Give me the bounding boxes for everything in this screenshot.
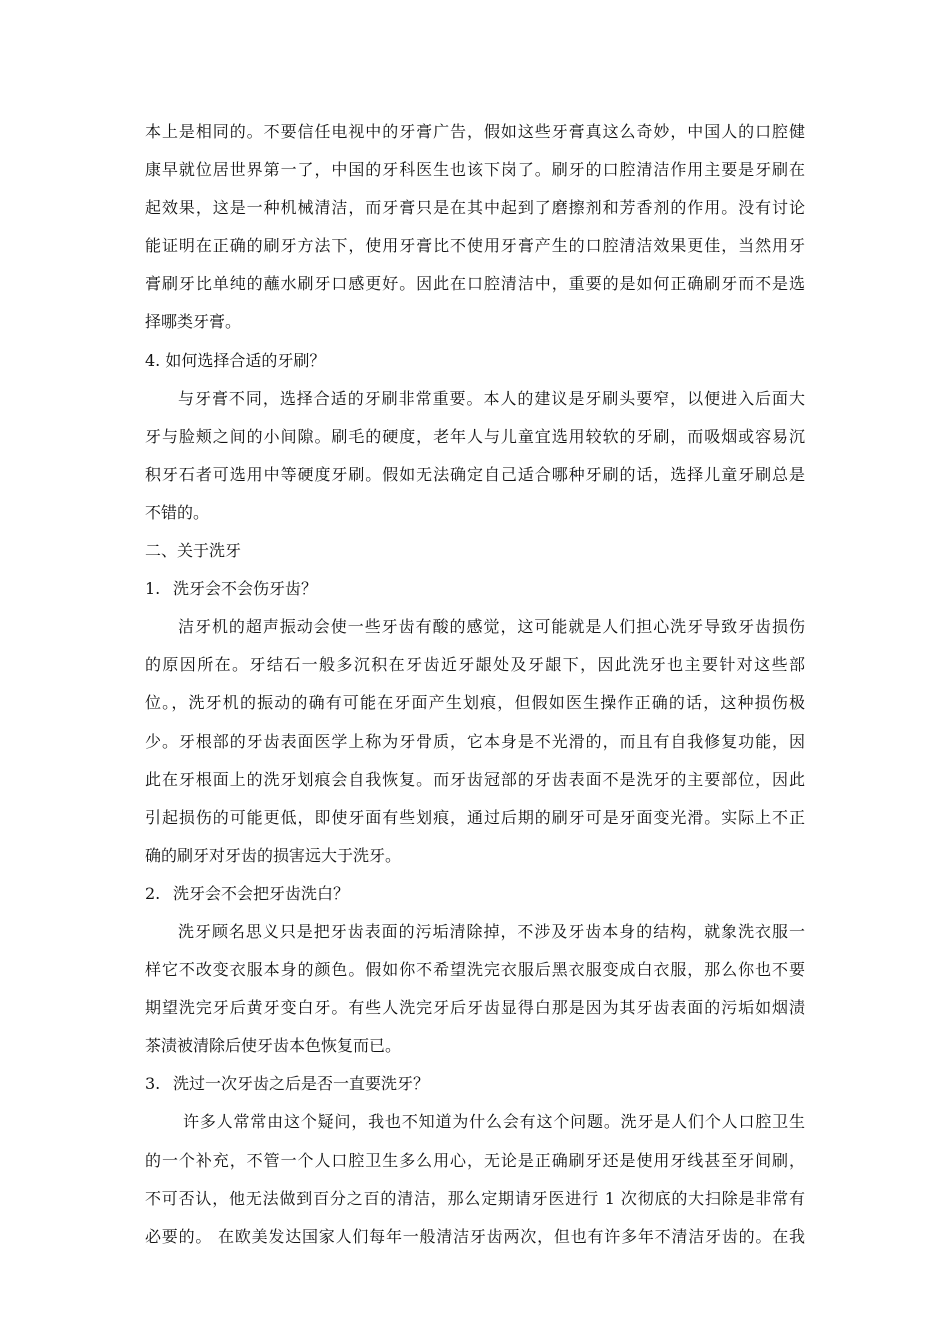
question-text: 洗过一次牙齿之后是否一直要洗牙？: [173, 1074, 430, 1094]
section-heading: 二、关于洗牙: [145, 541, 242, 561]
paragraph-line: 的一个补充，不管一个人口腔卫生多么用心，无论是正确刷牙还是使用牙线甚至牙间刷，: [145, 1150, 805, 1170]
paragraph-line: 膏刷牙比单纯的蘸水刷牙口感更好。因此在口腔清洁中，重要的是如何正确刷牙而不是选: [145, 274, 805, 294]
paragraph-line: 洗牙顾名思义只是把牙齿表面的污垢清除掉，不涉及牙齿本身的结构，就象洗衣服一: [178, 921, 805, 941]
paragraph-line: 期望洗完牙后黄牙变白牙。有些人洗完牙后牙齿显得白那是因为其牙齿表面的污垢如烟渍: [145, 998, 805, 1018]
paragraph-line: 位。，洗牙机的振动的确有可能在牙面产生划痕，但假如医生操作正确的话，这种损伤极: [145, 693, 805, 713]
question-heading: [145, 1065, 805, 1103]
paragraph-line: 择哪类牙膏。: [145, 312, 242, 332]
question-heading: [145, 875, 805, 913]
paragraph-line: 起效果，这是一种机械清洁，而牙膏只是在其中起到了磨擦剂和芳香剂的作用。没有讨论: [145, 198, 805, 218]
paragraph-line: 不可否认，他无法做到百分之百的清洁，那么定期请牙医进行 1 次彻底的大扫除是非常有: [145, 1188, 805, 1208]
paragraph-line: 样它不改变衣服本身的颜色。假如你不希望洗完衣服后黑衣服变成白衣服，那么你也不要: [145, 960, 805, 980]
document-body: [145, 113, 805, 1256]
section-heading: 4. 如何选择合适的牙刷？: [145, 350, 326, 370]
question-heading: [145, 570, 805, 608]
paragraph-line: 积牙石者可选用中等硬度牙刷。假如无法确定自己适合哪种牙刷的话，选择儿童牙刷总是: [145, 464, 805, 484]
paragraph-line: 不错的。: [145, 502, 210, 522]
paragraph-line: 本上是相同的。不要信任电视中的牙膏广告，假如这些牙膏真这么奇妙，中国人的口腔健: [145, 122, 805, 141]
question-number: 2.: [145, 883, 161, 903]
question-number: 3.: [145, 1074, 161, 1094]
question-text: 洗牙会不会伤牙齿？: [173, 579, 318, 599]
paragraph-line: 许多人常常由这个疑问，我也不知道为什么会有这个问题。洗牙是人们个人口腔卫生: [183, 1112, 805, 1132]
paragraph-line: 确的刷牙对牙齿的损害远大于洗牙。: [145, 845, 402, 865]
question-number: 1.: [145, 579, 161, 599]
paragraph-line: 与牙膏不同，选择合适的牙刷非常重要。本人的建议是牙刷头要窄，以便进入后面大: [178, 388, 805, 408]
paragraph-line: 此在牙根面上的洗牙划痕会自我恢复。而牙齿冠部的牙齿表面不是洗牙的主要部位，因此: [145, 769, 805, 789]
paragraph-line: 少。牙根部的牙齿表面医学上称为牙骨质，它本身是不光滑的，而且有自我修复功能，因: [145, 731, 805, 751]
paragraph-line: 能证明在正确的刷牙方法下，使用牙膏比不使用牙膏产生的口腔清洁效果更佳，当然用牙: [145, 236, 805, 256]
paragraph-line: 的原因所在。牙结石一般多沉积在牙齿近牙龈处及牙龈下，因此洗牙也主要针对这些部: [145, 655, 805, 675]
paragraph-line: 引起损伤的可能更低，即使牙面有些划痕，通过后期的刷牙可是牙面变光滑。实际上不正: [145, 807, 805, 827]
paragraph-line: 必要的。 在欧美发达国家人们每年一般清洁牙齿两次，但也有许多年不清洁牙齿的。在我: [145, 1226, 805, 1246]
paragraph-line: 洁牙机的超声振动会使一些牙齿有酸的感觉，这可能就是人们担心洗牙导致牙齿损伤: [178, 617, 805, 637]
question-text: 洗牙会不会把牙齿洗白？: [173, 883, 350, 903]
paragraph-line: 茶渍被清除后使牙齿本色恢复而已。: [145, 1036, 402, 1056]
paragraph-line: 康早就位居世界第一了，中国的牙科医生也该下岗了。刷牙的口腔清洁作用主要是牙刷在: [145, 160, 805, 180]
paragraph-line: 牙与脸颊之间的小间隙。刷毛的硬度，老年人与儿童宜选用较软的牙刷，而吸烟或容易沉: [145, 426, 805, 446]
